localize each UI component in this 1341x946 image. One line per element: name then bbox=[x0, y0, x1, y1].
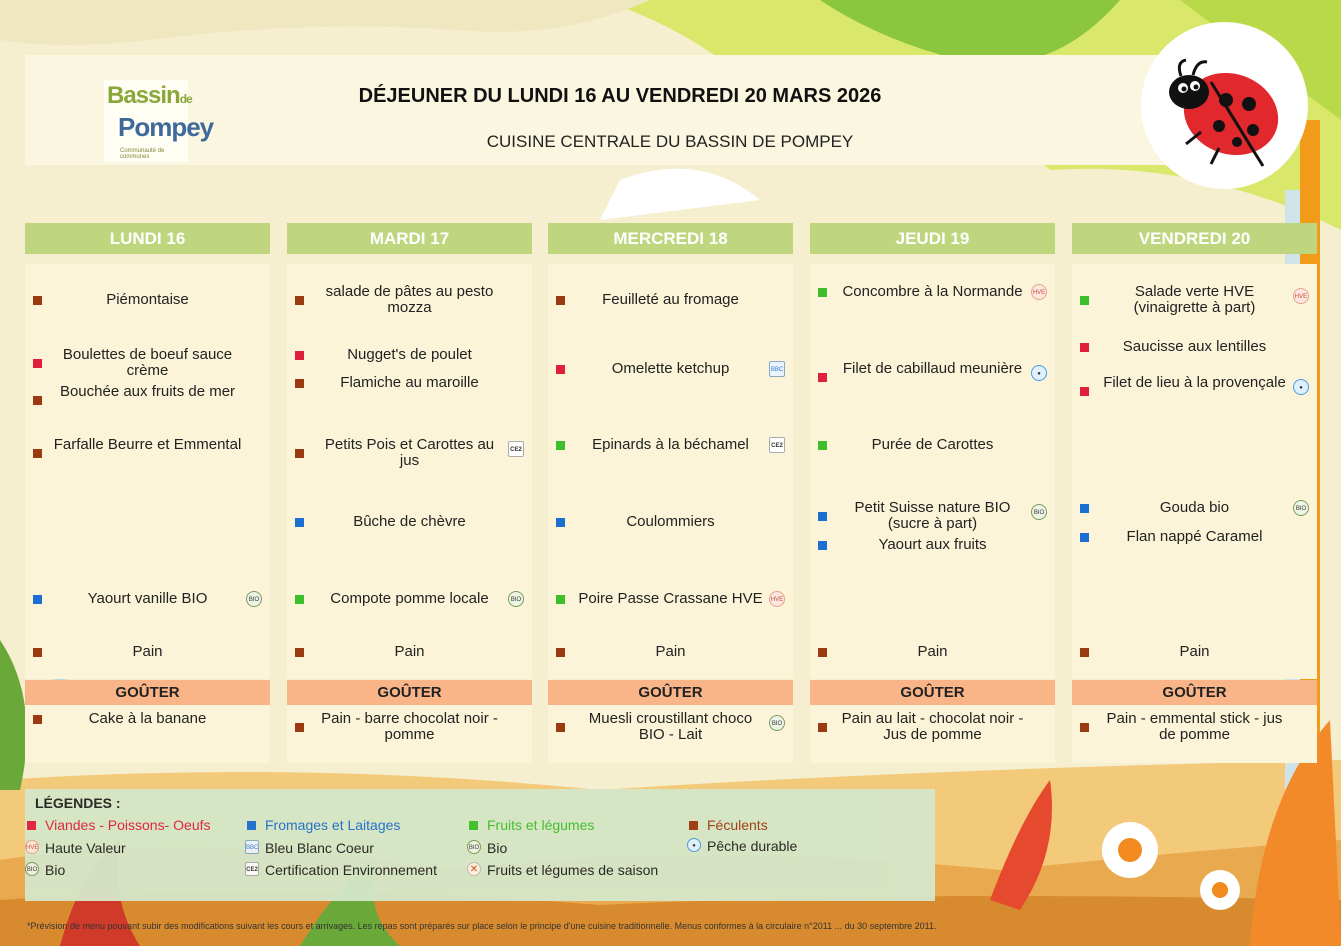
gouter-item-label: Pain - barre chocolat noir - pomme bbox=[321, 710, 498, 743]
menu-item-label: Bûche de chèvre bbox=[353, 513, 466, 530]
menu-item bbox=[287, 514, 532, 530]
menu-item-label: Pain bbox=[917, 643, 948, 660]
menu-item-label: Gouda bio bbox=[1159, 499, 1230, 516]
hve-label-icon: HVE bbox=[769, 591, 785, 607]
legend bbox=[25, 789, 935, 901]
menu-item-label: Yaourt vanille BIO bbox=[87, 590, 208, 607]
category-square-icon bbox=[247, 821, 256, 830]
fish-label-icon: ● bbox=[687, 838, 701, 852]
menu-item bbox=[548, 644, 793, 660]
day-header: VENDREDI 20 bbox=[1072, 223, 1317, 254]
logo bbox=[104, 80, 214, 162]
ladybug-icon bbox=[1141, 22, 1308, 189]
gouter-header: GOÛTER bbox=[548, 680, 793, 705]
menu-item bbox=[1072, 500, 1317, 516]
gouter-header: GOÛTER bbox=[287, 680, 532, 705]
gouter-item bbox=[25, 711, 270, 727]
footnote: *Prévision de menu pouvant subir des modifications suivant les cours et arrivages. Les repas sont préparés sur place selon le principe d'une cuisine traditionnelle. Menus conformes à la circulaire n°2011 ... du 30 septembre 2011. bbox=[27, 921, 937, 931]
gouter-item bbox=[810, 711, 1055, 743]
day-menu-column bbox=[1072, 264, 1317, 679]
legend-label-item bbox=[246, 862, 437, 878]
category-square-icon bbox=[295, 723, 304, 732]
category-square-icon bbox=[1080, 533, 1089, 542]
logo-line-1: Bassinde bbox=[107, 82, 192, 109]
menu-item-label: Petit Suisse nature BIO (sucre à part) bbox=[854, 499, 1011, 532]
category-square-icon bbox=[1080, 648, 1089, 657]
menu-item bbox=[810, 437, 1055, 453]
menu-item bbox=[287, 347, 532, 363]
bio-label-icon: BIO bbox=[1031, 504, 1047, 520]
gouter-cell bbox=[548, 705, 793, 763]
category-square-icon bbox=[818, 441, 827, 450]
menu-item bbox=[1072, 339, 1317, 355]
menu-item-label: Pain bbox=[394, 643, 425, 660]
category-square-icon bbox=[295, 518, 304, 527]
gouter-item bbox=[287, 711, 532, 743]
category-square-icon bbox=[33, 296, 42, 305]
menu-item-label: Concombre à la Normande bbox=[842, 283, 1023, 300]
category-square-icon bbox=[689, 821, 698, 830]
legend-label-text: Bio bbox=[487, 840, 508, 856]
day-header: MARDI 17 bbox=[287, 223, 532, 254]
legend-label-item bbox=[469, 862, 659, 878]
category-square-icon bbox=[1080, 504, 1089, 513]
category-square-icon bbox=[295, 648, 304, 657]
day-header: LUNDI 16 bbox=[25, 223, 270, 254]
menu-item-label: Salade verte HVE (vinaigrette à part) bbox=[1133, 283, 1256, 316]
category-square-icon bbox=[818, 648, 827, 657]
menu-item bbox=[1072, 644, 1317, 660]
hve-label-icon: HVE bbox=[1293, 288, 1309, 304]
ce2-label-icon: CE2 bbox=[508, 441, 524, 457]
category-square-icon bbox=[818, 373, 827, 382]
category-square-icon bbox=[295, 296, 304, 305]
category-square-icon bbox=[33, 595, 42, 604]
category-square-icon bbox=[33, 648, 42, 657]
menu-item bbox=[548, 514, 793, 530]
gouter-cell bbox=[810, 705, 1055, 763]
menu-item-label: Bouchée aux fruits de mer bbox=[59, 383, 236, 400]
menu-item bbox=[548, 361, 793, 377]
menu-item-label: Epinards à la béchamel bbox=[592, 436, 749, 453]
legend-title: LÉGENDES : bbox=[35, 795, 121, 811]
day-header: MERCREDI 18 bbox=[548, 223, 793, 254]
menu-item-label: Compote pomme locale bbox=[330, 590, 489, 607]
menu-item-label: Piémontaise bbox=[106, 291, 189, 308]
category-square-icon bbox=[556, 518, 565, 527]
category-square-icon bbox=[556, 441, 565, 450]
season-label-icon: ✕ bbox=[467, 862, 481, 876]
legend-label-item bbox=[246, 840, 374, 856]
gouter-header: GOÛTER bbox=[25, 680, 270, 705]
gouter-header: GOÛTER bbox=[1072, 680, 1317, 705]
gouter-cell bbox=[25, 705, 270, 763]
menu-item bbox=[287, 375, 532, 391]
menu-item bbox=[287, 644, 532, 660]
menu-item bbox=[548, 591, 793, 607]
menu-item-label: Feuilleté au fromage bbox=[602, 291, 739, 308]
category-square-icon bbox=[818, 723, 827, 732]
menu-item bbox=[1072, 529, 1317, 545]
menu-item bbox=[810, 644, 1055, 660]
bio-label-icon: BIO bbox=[467, 840, 481, 854]
ce2-label-icon: CE2 bbox=[245, 862, 259, 876]
menu-item-label: Purée de Carottes bbox=[871, 436, 994, 453]
category-square-icon bbox=[818, 541, 827, 550]
category-square-icon bbox=[33, 396, 42, 405]
gouter-item-label: Cake à la banane bbox=[88, 710, 207, 727]
bio-label-icon: BIO bbox=[25, 862, 39, 876]
legend-category-label: Féculents bbox=[707, 817, 768, 833]
bio-label-icon: BIO bbox=[1293, 500, 1309, 516]
legend-category-label: Viandes - Poissons- Oeufs bbox=[45, 817, 211, 833]
category-square-icon bbox=[27, 821, 36, 830]
gouter-header: GOÛTER bbox=[810, 680, 1055, 705]
legend-label-item bbox=[692, 838, 798, 854]
menu-item bbox=[1072, 284, 1317, 316]
menu-item-label: Omelette ketchup bbox=[611, 360, 730, 377]
legend-label-item bbox=[26, 862, 66, 878]
legend-label-text: Bleu Blanc Coeur bbox=[265, 840, 374, 856]
day-menu-column bbox=[287, 264, 532, 679]
menu-item bbox=[548, 292, 793, 308]
menu-item-label: Flamiche au maroille bbox=[340, 374, 479, 391]
category-square-icon bbox=[1080, 387, 1089, 396]
category-square-icon bbox=[469, 821, 478, 830]
hve-label-icon: HVE bbox=[1031, 284, 1047, 300]
menu-item bbox=[25, 292, 270, 308]
category-square-icon bbox=[1080, 723, 1089, 732]
menu-item-label: Filet de cabillaud meunière bbox=[842, 360, 1023, 377]
legend-category bbox=[265, 817, 400, 833]
menu-item-label: Flan nappé Caramel bbox=[1126, 528, 1263, 545]
bio-label-icon: BIO bbox=[246, 591, 262, 607]
menu-item-label: Farfalle Beurre et Emmental bbox=[53, 436, 242, 453]
page-title: DÉJEUNER DU LUNDI 16 AU VENDREDI 20 MARS 2026 bbox=[358, 85, 882, 107]
gouter-item-label: Muesli croustillant choco BIO - Lait bbox=[588, 710, 753, 743]
day-menu-column bbox=[548, 264, 793, 679]
fish-label-icon: ● bbox=[1031, 365, 1047, 381]
legend-label-text: Certification Environnement bbox=[265, 862, 437, 878]
menu-item-label: Filet de lieu à la provençale bbox=[1103, 374, 1286, 391]
legend-label-item bbox=[468, 840, 508, 856]
category-square-icon bbox=[818, 288, 827, 297]
legend-label-text: Haute Valeur bbox=[45, 840, 126, 856]
day-menu-column bbox=[25, 264, 270, 679]
category-square-icon bbox=[33, 359, 42, 368]
menu-item bbox=[810, 284, 1055, 300]
menu-item-label: Pain bbox=[132, 643, 163, 660]
menu-item bbox=[1072, 375, 1317, 391]
ladybug-badge bbox=[1141, 22, 1308, 189]
menu-item bbox=[810, 537, 1055, 553]
menu-item-label: Saucisse aux lentilles bbox=[1122, 338, 1267, 355]
category-square-icon bbox=[295, 379, 304, 388]
category-square-icon bbox=[295, 595, 304, 604]
category-square-icon bbox=[33, 715, 42, 724]
gouter-cell bbox=[1072, 705, 1317, 763]
menu-item-label: Pain bbox=[655, 643, 686, 660]
legend-label-text: Bio bbox=[45, 862, 66, 878]
menu-item-label: Pain bbox=[1179, 643, 1210, 660]
category-square-icon bbox=[818, 512, 827, 521]
menu-item-label: Petits Pois et Carottes au jus bbox=[324, 436, 495, 469]
menu-item bbox=[810, 500, 1055, 532]
gouter-item bbox=[1072, 711, 1317, 743]
category-square-icon bbox=[556, 365, 565, 374]
page-subtitle: CUISINE CENTRALE DU BASSIN DE POMPEY bbox=[486, 132, 854, 151]
category-square-icon bbox=[295, 449, 304, 458]
ce2-label-icon: CE2 bbox=[769, 437, 785, 453]
bio-label-icon: BIO bbox=[508, 591, 524, 607]
fish-label-icon: ● bbox=[1293, 379, 1309, 395]
menu-item bbox=[287, 284, 532, 316]
logo-line-3: Communauté de communes bbox=[120, 148, 165, 160]
category-square-icon bbox=[1080, 343, 1089, 352]
hve-label-icon: HVE bbox=[25, 840, 39, 854]
category-square-icon bbox=[556, 648, 565, 657]
gouter-item-label: Pain - emmental stick - jus de pomme bbox=[1106, 710, 1283, 743]
gouter-item bbox=[548, 711, 793, 743]
menu-item-label: Boulettes de boeuf sauce crème bbox=[62, 346, 233, 379]
menu-item-label: Yaourt aux fruits bbox=[878, 536, 987, 553]
menu-item-label: Poire Passe Crassane HVE bbox=[578, 590, 763, 607]
day-menu-column bbox=[810, 264, 1055, 679]
menu-item bbox=[287, 591, 532, 607]
legend-category bbox=[487, 817, 594, 833]
menu-item bbox=[25, 347, 270, 379]
legend-category bbox=[45, 817, 211, 833]
bbc-label-icon: BBC bbox=[245, 840, 259, 854]
menu-item bbox=[25, 437, 270, 453]
category-square-icon bbox=[556, 595, 565, 604]
category-square-icon bbox=[33, 449, 42, 458]
logo-line-2: Pompey bbox=[118, 112, 214, 142]
gouter-item-label: Pain au lait - chocolat noir - Jus de pomme bbox=[841, 710, 1024, 743]
menu-item-label: salade de pâtes au pesto mozza bbox=[325, 283, 494, 316]
category-square-icon bbox=[556, 296, 565, 305]
menu-item bbox=[25, 644, 270, 660]
category-square-icon bbox=[556, 723, 565, 732]
category-square-icon bbox=[295, 351, 304, 360]
menu-item-label: Coulommiers bbox=[626, 513, 715, 530]
legend-category bbox=[707, 817, 768, 833]
bio-label-icon: BIO bbox=[769, 715, 785, 731]
legend-label-text: Fruits et légumes de saison bbox=[487, 862, 659, 878]
day-header: JEUDI 19 bbox=[810, 223, 1055, 254]
menu-item-label: Nugget's de poulet bbox=[347, 346, 472, 363]
legend-category-label: Fromages et Laitages bbox=[265, 817, 401, 833]
menu-item bbox=[548, 437, 793, 453]
menu-item bbox=[810, 361, 1055, 377]
menu-item bbox=[287, 437, 532, 469]
legend-label-text: Pêche durable bbox=[707, 838, 798, 854]
gouter-cell bbox=[287, 705, 532, 763]
legend-category-label: Fruits et légumes bbox=[487, 817, 595, 833]
menu-item bbox=[25, 384, 270, 400]
bbc-label-icon: BBC bbox=[769, 361, 785, 377]
category-square-icon bbox=[1080, 296, 1089, 305]
menu-item bbox=[25, 591, 270, 607]
legend-label-item bbox=[26, 840, 126, 856]
